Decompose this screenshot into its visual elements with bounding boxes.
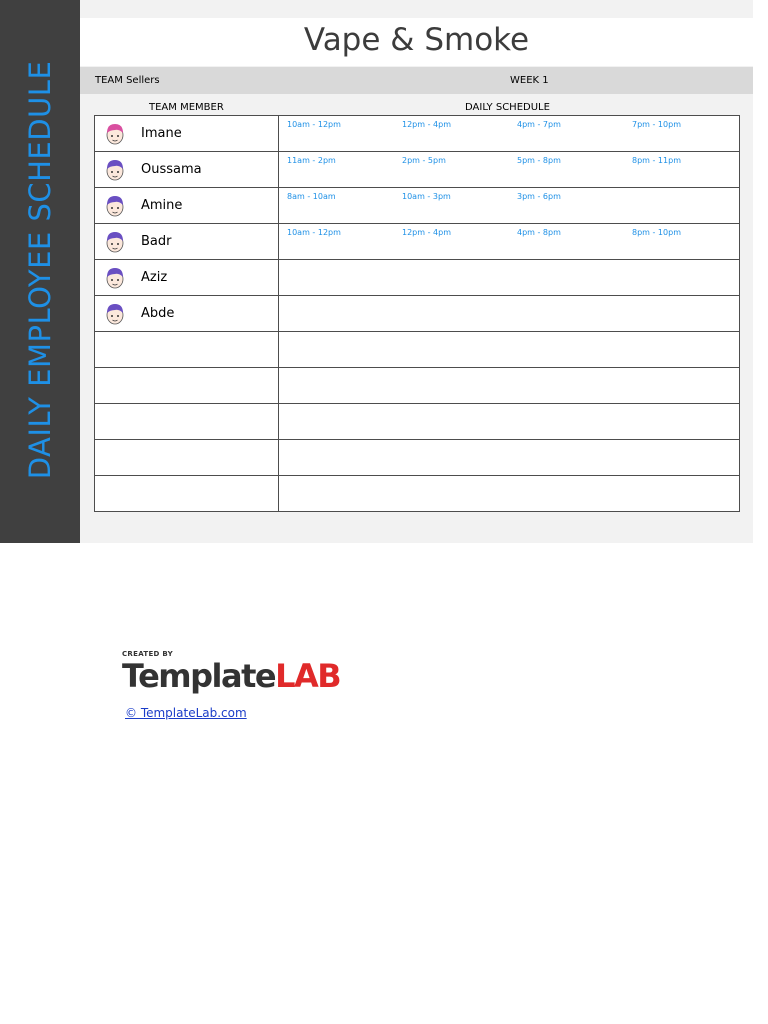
time-slot: 12pm - 4pm — [402, 228, 451, 237]
logo-brand — [122, 658, 340, 694]
member-cell[interactable] — [95, 224, 279, 260]
schedule-cell[interactable] — [279, 332, 740, 368]
team-label: TEAM Sellers — [95, 75, 160, 86]
member-name: Imane — [141, 126, 182, 141]
male-avatar-icon — [103, 157, 127, 183]
time-slot: 8pm - 11pm — [632, 156, 681, 165]
time-slot: 7pm - 10pm — [632, 120, 681, 129]
time-slot: 10am - 3pm — [402, 192, 451, 201]
time-slot: 4pm - 7pm — [517, 120, 561, 129]
member-cell[interactable] — [95, 332, 279, 368]
time-slot: 5pm - 8pm — [517, 156, 561, 165]
time-slot: 2pm - 5pm — [402, 156, 446, 165]
member-cell[interactable] — [95, 152, 279, 188]
schedule-cell[interactable] — [279, 404, 740, 440]
schedule-row — [95, 224, 740, 260]
templatelab-logo — [122, 650, 340, 694]
member-name: Amine — [141, 198, 183, 213]
schedule-row — [95, 260, 740, 296]
member-cell[interactable] — [95, 260, 279, 296]
member-name: Oussama — [141, 162, 202, 177]
time-slot: 8pm - 10pm — [632, 228, 681, 237]
schedule-cell[interactable] — [279, 152, 740, 188]
sidebar — [0, 0, 80, 543]
schedule-row — [95, 476, 740, 512]
time-slot: 3pm - 6pm — [517, 192, 561, 201]
schedule-cell[interactable] — [279, 224, 740, 260]
schedule-cell[interactable] — [279, 260, 740, 296]
schedule-cell[interactable] — [279, 296, 740, 332]
member-cell[interactable] — [95, 368, 279, 404]
schedule-cell[interactable] — [279, 368, 740, 404]
schedule-row — [95, 152, 740, 188]
member-cell[interactable] — [95, 476, 279, 512]
time-slot: 8am - 10am — [287, 192, 336, 201]
time-slot: 10am - 12pm — [287, 228, 341, 237]
member-cell[interactable] — [95, 296, 279, 332]
male-avatar-icon — [103, 193, 127, 219]
male-avatar-icon — [103, 301, 127, 327]
schedule-row — [95, 296, 740, 332]
templatelab-link[interactable]: © TemplateLab.com — [125, 706, 247, 720]
page-title: Vape & Smoke — [80, 18, 753, 66]
schedule-row — [95, 404, 740, 440]
schedule-cell[interactable] — [279, 476, 740, 512]
schedule-row — [95, 368, 740, 404]
male-avatar-icon — [103, 229, 127, 255]
team-bar — [80, 67, 753, 94]
schedule-cell[interactable] — [279, 440, 740, 476]
time-slot: 10am - 12pm — [287, 120, 341, 129]
member-name: Aziz — [141, 270, 168, 285]
time-slot: 4pm - 8pm — [517, 228, 561, 237]
schedule-row — [95, 188, 740, 224]
schedule-row — [95, 116, 740, 152]
member-cell[interactable] — [95, 188, 279, 224]
logo-created-by: CREATED BY — [122, 650, 174, 658]
schedule-table — [94, 115, 740, 512]
logo-brand-accent: LAB — [275, 657, 341, 695]
vertical-title: DAILY EMPLOYEE SCHEDULE — [23, 60, 57, 480]
female-avatar-icon — [103, 121, 127, 147]
time-slot: 12pm - 4pm — [402, 120, 451, 129]
member-cell[interactable] — [95, 440, 279, 476]
time-slot: 11am - 2pm — [287, 156, 336, 165]
logo-brand-main: Template — [122, 657, 276, 695]
schedule-cell[interactable] — [279, 188, 740, 224]
schedule-row — [95, 440, 740, 476]
team-member-header: TEAM MEMBER — [149, 102, 224, 113]
member-name: Badr — [141, 234, 172, 249]
daily-schedule-header: DAILY SCHEDULE — [465, 102, 550, 113]
member-name: Abde — [141, 306, 175, 321]
member-cell[interactable] — [95, 404, 279, 440]
schedule-cell[interactable] — [279, 116, 740, 152]
schedule-row — [95, 332, 740, 368]
week-label: WEEK 1 — [510, 75, 549, 86]
member-cell[interactable] — [95, 116, 279, 152]
male-avatar-icon — [103, 265, 127, 291]
